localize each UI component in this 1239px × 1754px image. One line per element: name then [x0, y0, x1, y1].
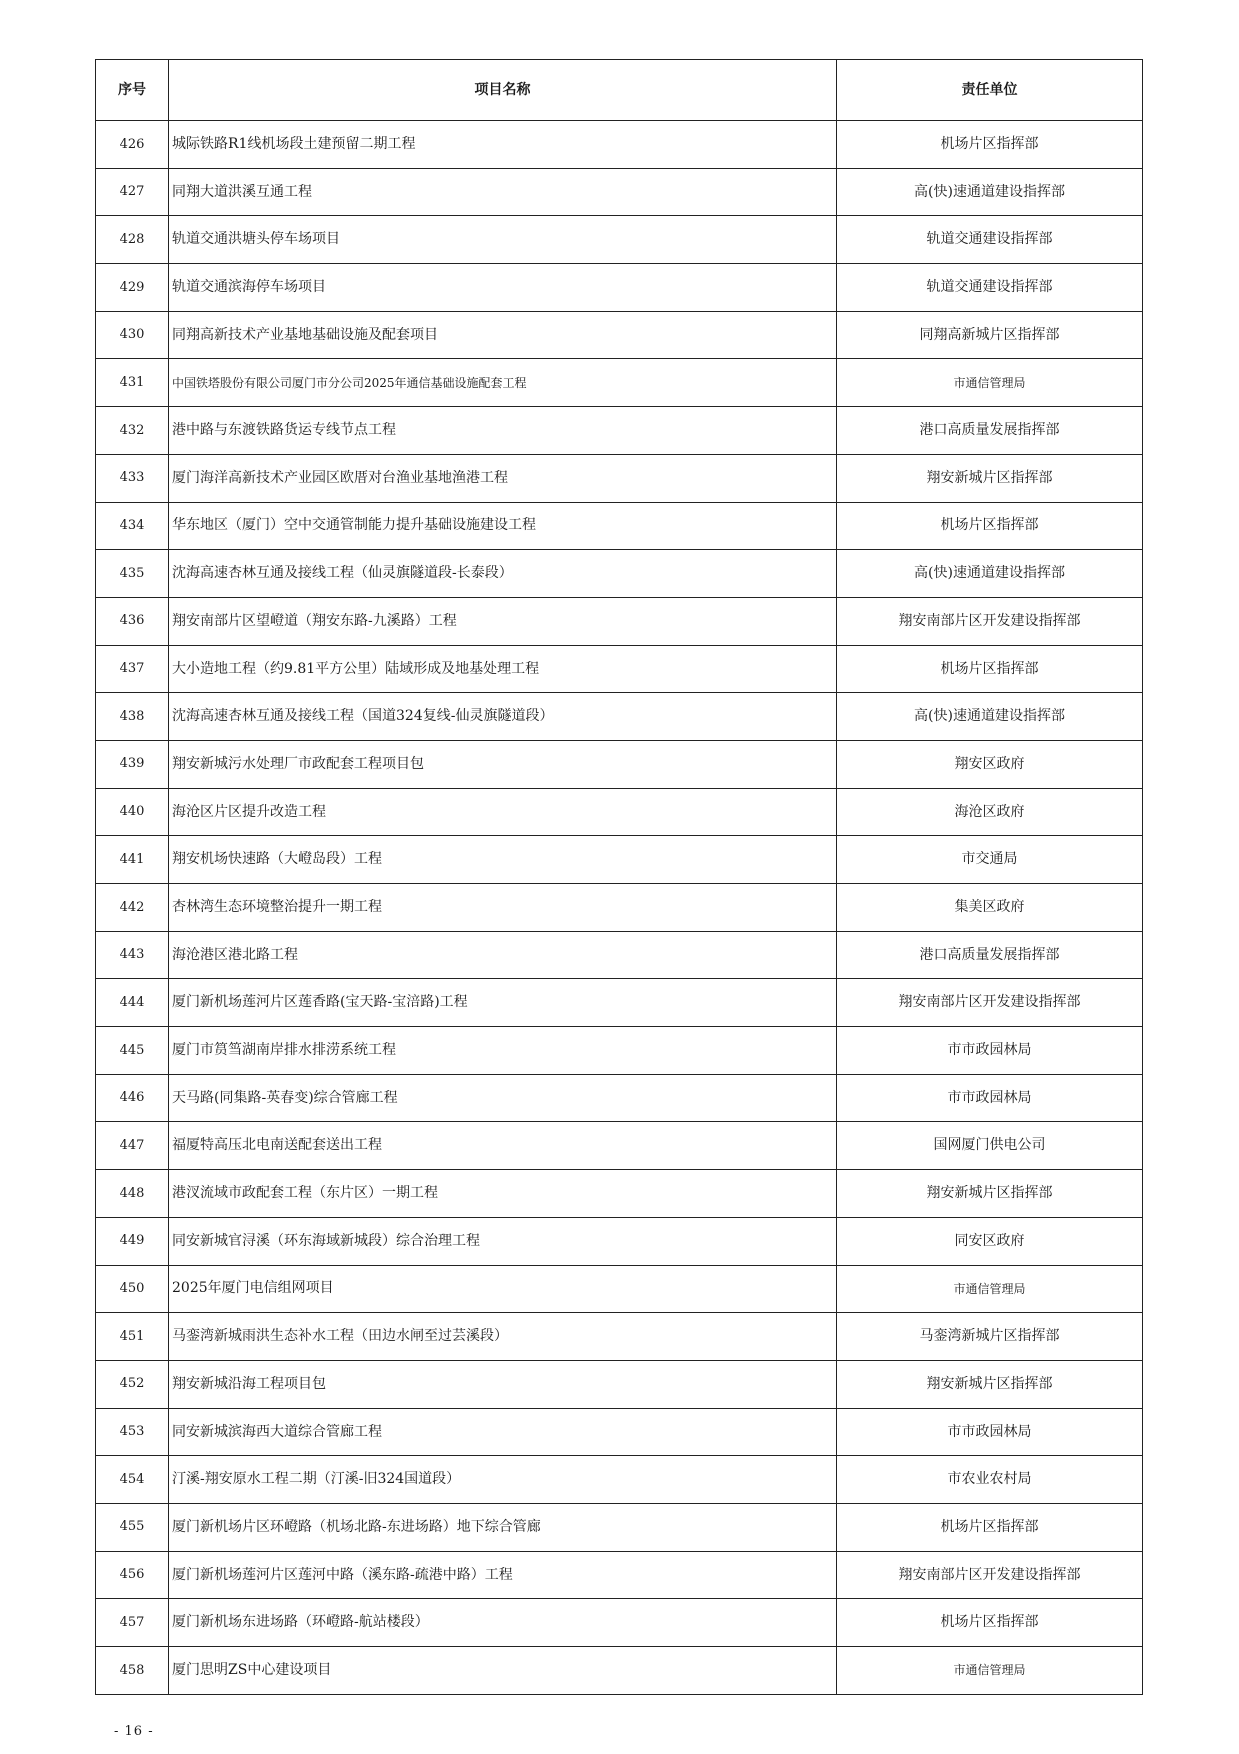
header-no: 序号	[96, 60, 169, 121]
row-number: 445	[96, 1027, 169, 1075]
project-name: 同翔高新技术产业基地基础设施及配套项目	[169, 311, 837, 359]
row-number: 436	[96, 597, 169, 645]
row-number: 430	[96, 311, 169, 359]
row-number: 446	[96, 1074, 169, 1122]
row-number: 426	[96, 121, 169, 169]
table-row	[96, 1217, 1143, 1265]
responsible-unit: 市通信管理局	[837, 359, 1143, 407]
page-number: - 16 -	[114, 1724, 154, 1739]
row-number: 437	[96, 645, 169, 693]
responsible-unit: 市市政园林局	[837, 1027, 1143, 1075]
row-number: 451	[96, 1313, 169, 1361]
row-number: 427	[96, 168, 169, 216]
row-number: 438	[96, 693, 169, 741]
table-row	[96, 216, 1143, 264]
project-name: 天马路(同集路-英春变)综合管廊工程	[169, 1074, 837, 1122]
table-row	[96, 121, 1143, 169]
responsible-unit: 翔安南部片区开发建设指挥部	[837, 1551, 1143, 1599]
responsible-unit: 集美区政府	[837, 884, 1143, 932]
project-name: 轨道交通滨海停车场项目	[169, 264, 837, 312]
table-row	[96, 264, 1143, 312]
project-name: 厦门新机场莲河片区莲香路(宝天路-宝涪路)工程	[169, 979, 837, 1027]
responsible-unit: 港口高质量发展指挥部	[837, 931, 1143, 979]
table-row	[96, 359, 1143, 407]
project-name: 2025年厦门电信组网项目	[169, 1265, 837, 1313]
project-name: 华东地区（厦门）空中交通管制能力提升基础设施建设工程	[169, 502, 837, 550]
table-row	[96, 1456, 1143, 1504]
responsible-unit: 翔安区政府	[837, 740, 1143, 788]
table-row	[96, 693, 1143, 741]
table-row	[96, 884, 1143, 932]
row-number: 455	[96, 1503, 169, 1551]
project-name: 城际铁路R1线机场段土建预留二期工程	[169, 121, 837, 169]
responsible-unit: 机场片区指挥部	[837, 502, 1143, 550]
row-number: 444	[96, 979, 169, 1027]
table-row	[96, 1313, 1143, 1361]
table-row	[96, 1122, 1143, 1170]
project-name: 翔安机场快速路（大嶝岛段）工程	[169, 836, 837, 884]
table-row	[96, 1503, 1143, 1551]
responsible-unit: 同翔高新城片区指挥部	[837, 311, 1143, 359]
responsible-unit: 机场片区指挥部	[837, 1599, 1143, 1647]
responsible-unit: 港口高质量发展指挥部	[837, 407, 1143, 455]
project-name: 杏林湾生态环境整治提升一期工程	[169, 884, 837, 932]
table-row	[96, 1551, 1143, 1599]
row-number: 449	[96, 1217, 169, 1265]
project-table	[95, 59, 1143, 1695]
project-name: 沈海高速杏林互通及接线工程（国道324复线-仙灵旗隧道段）	[169, 693, 837, 741]
project-name: 马銮湾新城雨洪生态补水工程（田边水闸至过芸溪段）	[169, 1313, 837, 1361]
row-number: 429	[96, 264, 169, 312]
row-number: 432	[96, 407, 169, 455]
project-name: 同翔大道洪溪互通工程	[169, 168, 837, 216]
table-row	[96, 597, 1143, 645]
responsible-unit: 国网厦门供电公司	[837, 1122, 1143, 1170]
table-row	[96, 407, 1143, 455]
table-row	[96, 788, 1143, 836]
table-row	[96, 931, 1143, 979]
table-row	[96, 1408, 1143, 1456]
responsible-unit: 市通信管理局	[837, 1265, 1143, 1313]
row-number: 435	[96, 550, 169, 598]
row-number: 431	[96, 359, 169, 407]
project-name: 轨道交通洪塘头停车场项目	[169, 216, 837, 264]
header-unit: 责任单位	[837, 60, 1143, 121]
table-row	[96, 311, 1143, 359]
responsible-unit: 机场片区指挥部	[837, 645, 1143, 693]
responsible-unit: 市交通局	[837, 836, 1143, 884]
responsible-unit: 市市政园林局	[837, 1408, 1143, 1456]
project-name: 厦门新机场片区环嶝路（机场北路-东进场路）地下综合管廊	[169, 1503, 837, 1551]
responsible-unit: 翔安新城片区指挥部	[837, 1360, 1143, 1408]
project-name: 翔安新城污水处理厂市政配套工程项目包	[169, 740, 837, 788]
responsible-unit: 高(快)速通道建设指挥部	[837, 168, 1143, 216]
row-number: 440	[96, 788, 169, 836]
project-name: 沈海高速杏林互通及接线工程（仙灵旗隧道段-长泰段）	[169, 550, 837, 598]
row-number: 443	[96, 931, 169, 979]
row-number: 456	[96, 1551, 169, 1599]
responsible-unit: 市通信管理局	[837, 1647, 1143, 1695]
project-name: 汀溪-翔安原水工程二期（汀溪-旧324国道段）	[169, 1456, 837, 1504]
table-row	[96, 1027, 1143, 1075]
project-name: 大小造地工程（约9.81平方公里）陆域形成及地基处理工程	[169, 645, 837, 693]
responsible-unit: 轨道交通建设指挥部	[837, 264, 1143, 312]
table-header-row	[96, 60, 1143, 121]
table-row	[96, 1170, 1143, 1218]
project-name: 翔安新城沿海工程项目包	[169, 1360, 837, 1408]
table-body	[96, 121, 1143, 1695]
row-number: 433	[96, 454, 169, 502]
row-number: 450	[96, 1265, 169, 1313]
responsible-unit: 马銮湾新城片区指挥部	[837, 1313, 1143, 1361]
responsible-unit: 机场片区指挥部	[837, 1503, 1143, 1551]
row-number: 458	[96, 1647, 169, 1695]
project-name: 厦门新机场莲河片区莲河中路（溪东路-疏港中路）工程	[169, 1551, 837, 1599]
row-number: 434	[96, 502, 169, 550]
responsible-unit: 高(快)速通道建设指挥部	[837, 550, 1143, 598]
row-number: 447	[96, 1122, 169, 1170]
table-row	[96, 454, 1143, 502]
responsible-unit: 市市政园林局	[837, 1074, 1143, 1122]
table-row	[96, 1360, 1143, 1408]
table-row	[96, 836, 1143, 884]
project-name: 福厦特高压北电南送配套送出工程	[169, 1122, 837, 1170]
table-row	[96, 550, 1143, 598]
row-number: 454	[96, 1456, 169, 1504]
project-name: 同安新城官浔溪（环东海域新城段）综合治理工程	[169, 1217, 837, 1265]
responsible-unit: 高(快)速通道建设指挥部	[837, 693, 1143, 741]
responsible-unit: 机场片区指挥部	[837, 121, 1143, 169]
header-name: 项目名称	[169, 60, 837, 121]
row-number: 442	[96, 884, 169, 932]
project-name: 厦门思明ZS中心建设项目	[169, 1647, 837, 1695]
project-name: 翔安南部片区望嶝道（翔安东路-九溪路）工程	[169, 597, 837, 645]
responsible-unit: 市农业农村局	[837, 1456, 1143, 1504]
table-row	[96, 502, 1143, 550]
project-name: 同安新城滨海西大道综合管廊工程	[169, 1408, 837, 1456]
project-name: 中国铁塔股份有限公司厦门市分公司2025年通信基础设施配套工程	[169, 359, 837, 407]
responsible-unit: 轨道交通建设指挥部	[837, 216, 1143, 264]
project-name: 厦门海洋高新技术产业园区欧厝对台渔业基地渔港工程	[169, 454, 837, 502]
table-row	[96, 740, 1143, 788]
responsible-unit: 翔安南部片区开发建设指挥部	[837, 597, 1143, 645]
table-row	[96, 645, 1143, 693]
row-number: 441	[96, 836, 169, 884]
row-number: 452	[96, 1360, 169, 1408]
responsible-unit: 海沧区政府	[837, 788, 1143, 836]
responsible-unit: 翔安新城片区指挥部	[837, 1170, 1143, 1218]
row-number: 428	[96, 216, 169, 264]
table-row	[96, 168, 1143, 216]
project-name: 海沧港区港北路工程	[169, 931, 837, 979]
table-row	[96, 1074, 1143, 1122]
project-name: 厦门市筼筜湖南岸排水排涝系统工程	[169, 1027, 837, 1075]
project-name: 港中路与东渡铁路货运专线节点工程	[169, 407, 837, 455]
row-number: 448	[96, 1170, 169, 1218]
responsible-unit: 翔安南部片区开发建设指挥部	[837, 979, 1143, 1027]
table-row	[96, 1647, 1143, 1695]
row-number: 453	[96, 1408, 169, 1456]
project-name: 厦门新机场东进场路（环嶝路-航站楼段）	[169, 1599, 837, 1647]
responsible-unit: 翔安新城片区指挥部	[837, 454, 1143, 502]
table-row	[96, 1599, 1143, 1647]
table-row	[96, 1265, 1143, 1313]
responsible-unit: 同安区政府	[837, 1217, 1143, 1265]
row-number: 439	[96, 740, 169, 788]
row-number: 457	[96, 1599, 169, 1647]
project-name: 海沧区片区提升改造工程	[169, 788, 837, 836]
table-row	[96, 979, 1143, 1027]
project-name: 港汊流域市政配套工程（东片区）一期工程	[169, 1170, 837, 1218]
